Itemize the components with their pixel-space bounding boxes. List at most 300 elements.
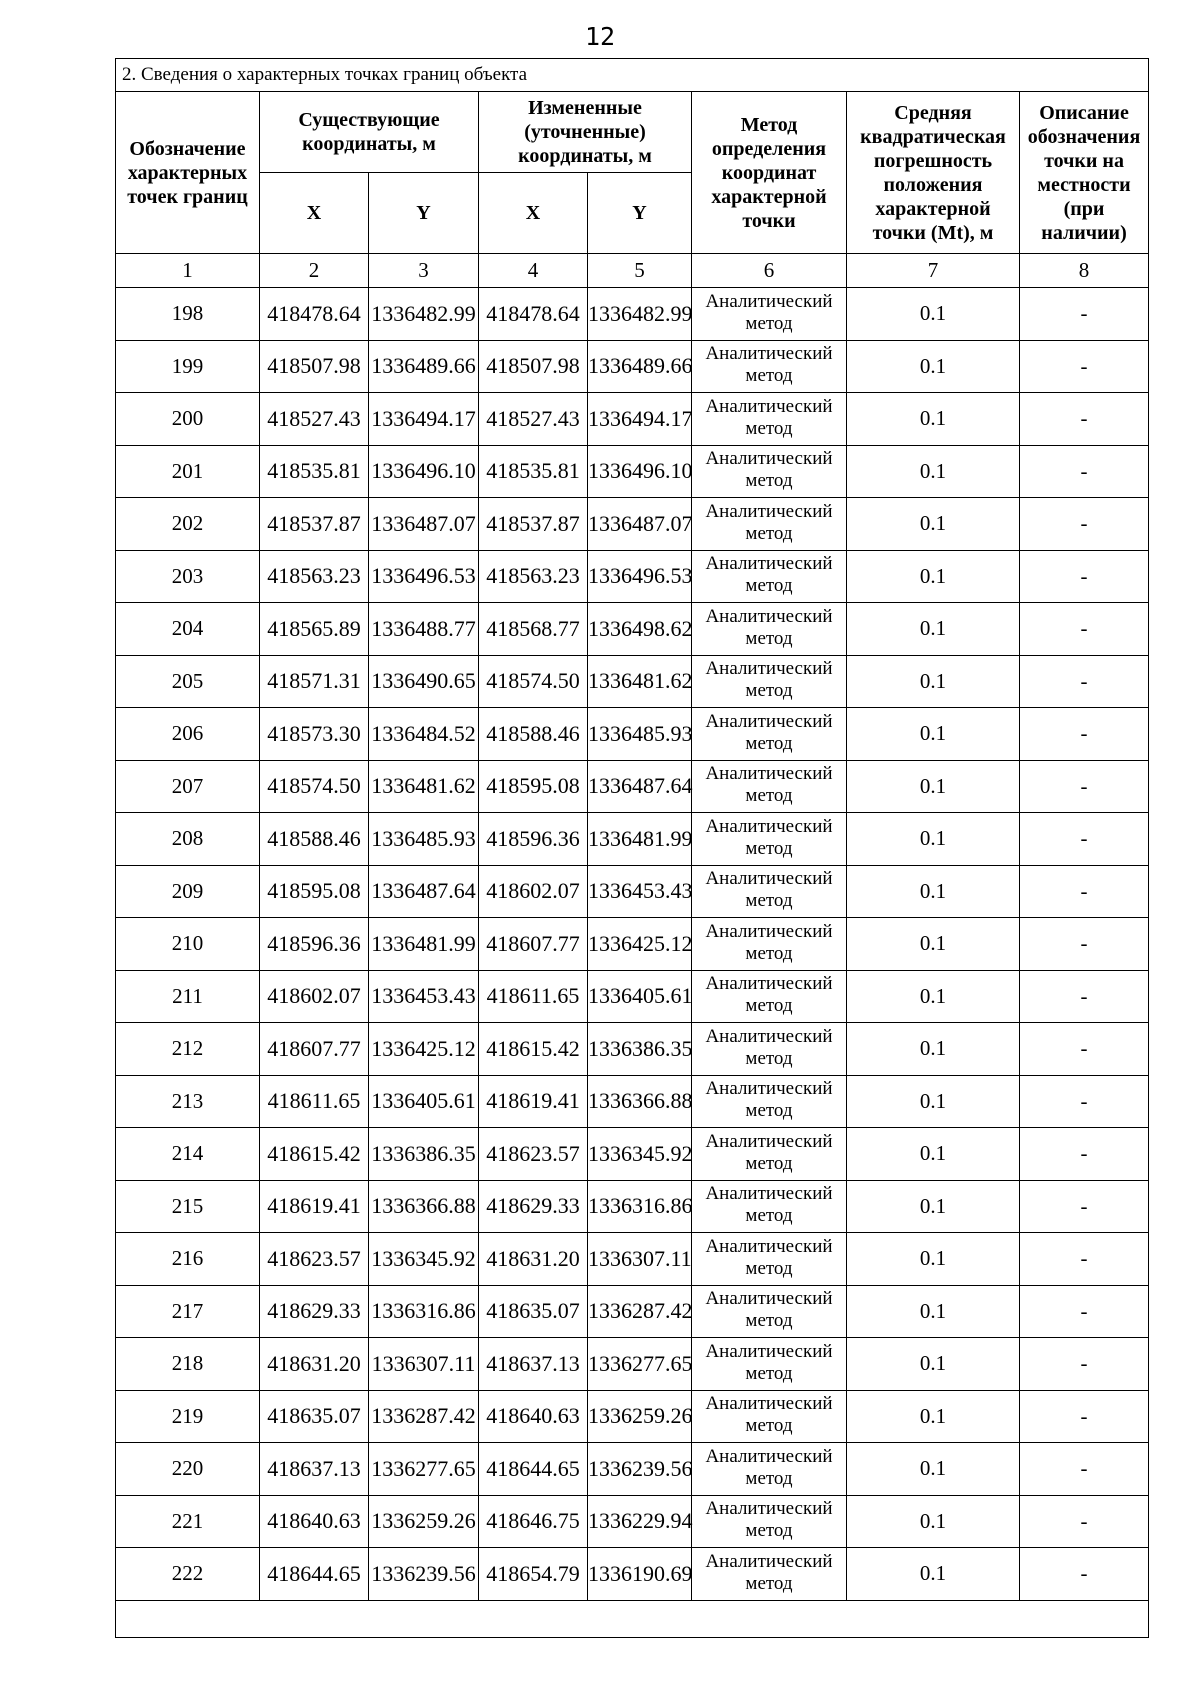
method-cell [692,288,847,341]
changed-y-cell: 1336485.93 [588,708,692,761]
table-row [116,288,1149,341]
error-cell: 0.1 [847,1285,1020,1338]
existing-y-cell: 1336488.77 [369,603,479,656]
existing-y-cell: 1336487.07 [369,498,479,551]
header-method: Метод определения координат характерной точки [692,92,847,254]
method-line-1: Аналитический [705,920,833,942]
error-cell: 0.1 [847,603,1020,656]
method-line-1: Аналитический [705,1235,833,1257]
changed-x-cell: 418619.41 [479,1075,588,1128]
description-cell: - [1020,708,1149,761]
changed-x-cell: 418595.08 [479,760,588,813]
point-id-cell: 202 [116,498,260,551]
existing-y-cell: 1336345.92 [369,1233,479,1286]
method-cell [692,1285,847,1338]
table-row [116,970,1149,1023]
existing-x-cell: 418629.33 [260,1285,369,1338]
point-id-cell: 213 [116,1075,260,1128]
existing-y-cell: 1336316.86 [369,1285,479,1338]
method-line-2: метод [745,732,793,754]
table-row [116,603,1149,656]
method-line-2: метод [745,1257,793,1279]
error-cell: 0.1 [847,1548,1020,1601]
header-existing-y: Y [369,173,479,254]
method-line-2: метод [745,1520,793,1542]
method-line-1: Аналитический [705,1183,833,1205]
existing-y-cell: 1336307.11 [369,1338,479,1391]
table-row [116,1548,1149,1601]
existing-y-cell: 1336485.93 [369,813,479,866]
changed-y-cell: 1336453.43 [588,865,692,918]
error-cell: 0.1 [847,1075,1020,1128]
changed-x-cell: 418596.36 [479,813,588,866]
changed-x-cell: 418563.23 [479,550,588,603]
table-row [116,393,1149,446]
error-cell: 0.1 [847,340,1020,393]
changed-x-cell: 418478.64 [479,288,588,341]
changed-y-cell: 1336229.94 [588,1495,692,1548]
changed-x-cell: 418574.50 [479,655,588,708]
description-cell: - [1020,1443,1149,1496]
point-id-cell: 210 [116,918,260,971]
changed-x-cell: 418537.87 [479,498,588,551]
changed-y-cell: 1336366.88 [588,1075,692,1128]
description-cell: - [1020,1338,1149,1391]
description-cell: - [1020,655,1149,708]
existing-x-cell: 418607.77 [260,1023,369,1076]
existing-x-cell: 418637.13 [260,1443,369,1496]
point-id-cell: 206 [116,708,260,761]
point-id-cell: 221 [116,1495,260,1548]
method-line-1: Аналитический [705,605,833,627]
point-id-cell: 201 [116,445,260,498]
method-line-2: метод [745,1362,793,1384]
method-line-2: метод [745,575,793,597]
description-cell: - [1020,393,1149,446]
method-line-1: Аналитический [705,815,833,837]
method-cell [692,1548,847,1601]
method-cell [692,970,847,1023]
existing-y-cell: 1336453.43 [369,970,479,1023]
method-line-2: метод [745,1100,793,1122]
method-cell [692,1075,847,1128]
table-row [116,1075,1149,1128]
method-line-2: метод [745,417,793,439]
column-number: 3 [369,254,479,288]
changed-x-cell: 418611.65 [479,970,588,1023]
point-id-cell: 214 [116,1128,260,1181]
changed-x-cell: 418588.46 [479,708,588,761]
error-cell: 0.1 [847,1023,1020,1076]
changed-y-cell: 1336482.99 [588,288,692,341]
table-row [116,1285,1149,1338]
empty-footer-row [116,1600,1149,1637]
point-id-cell: 207 [116,760,260,813]
error-cell: 0.1 [847,1128,1020,1181]
existing-x-cell: 418623.57 [260,1233,369,1286]
changed-y-cell: 1336316.86 [588,1180,692,1233]
method-line-1: Аналитический [705,973,833,995]
point-id-cell: 204 [116,603,260,656]
changed-y-cell: 1336494.17 [588,393,692,446]
existing-x-cell: 418565.89 [260,603,369,656]
existing-y-cell: 1336496.10 [369,445,479,498]
existing-y-cell: 1336496.53 [369,550,479,603]
changed-y-cell: 1336496.10 [588,445,692,498]
description-cell: - [1020,1075,1149,1128]
method-cell [692,1443,847,1496]
point-id-cell: 208 [116,813,260,866]
existing-x-cell: 418619.41 [260,1180,369,1233]
header-row [116,92,1149,173]
changed-y-cell: 1336487.07 [588,498,692,551]
method-cell [692,340,847,393]
existing-y-cell: 1336259.26 [369,1495,479,1548]
existing-x-cell: 418588.46 [260,813,369,866]
existing-y-cell: 1336489.66 [369,340,479,393]
method-line-2: метод [745,890,793,912]
description-cell: - [1020,1180,1149,1233]
method-line-2: метод [745,522,793,544]
method-line-1: Аналитический [705,1393,833,1415]
error-cell: 0.1 [847,1390,1020,1443]
table-row [116,1443,1149,1496]
method-cell [692,1338,847,1391]
changed-y-cell: 1336481.62 [588,655,692,708]
existing-x-cell: 418602.07 [260,970,369,1023]
table-row [116,1180,1149,1233]
method-line-1: Аналитический [705,1550,833,1572]
description-cell: - [1020,550,1149,603]
table-row [116,340,1149,393]
description-cell: - [1020,445,1149,498]
characteristic-points-table [115,58,1149,1638]
method-line-2: метод [745,1152,793,1174]
method-cell [692,603,847,656]
changed-x-cell: 418640.63 [479,1390,588,1443]
changed-y-cell: 1336190.69 [588,1548,692,1601]
method-line-2: метод [745,1415,793,1437]
method-cell [692,498,847,551]
header-changed-coords: Измененные (уточненные) координаты, м [479,92,692,173]
existing-x-cell: 418574.50 [260,760,369,813]
method-line-1: Аналитический [705,553,833,575]
error-cell: 0.1 [847,445,1020,498]
method-cell [692,1233,847,1286]
point-id-cell: 203 [116,550,260,603]
existing-x-cell: 418596.36 [260,918,369,971]
method-line-2: метод [745,627,793,649]
page-number: 12 [584,22,616,51]
existing-x-cell: 418595.08 [260,865,369,918]
existing-x-cell: 418635.07 [260,1390,369,1443]
description-cell: - [1020,865,1149,918]
changed-y-cell: 1336481.99 [588,813,692,866]
changed-x-cell: 418629.33 [479,1180,588,1233]
point-id-cell: 211 [116,970,260,1023]
changed-x-cell: 418644.65 [479,1443,588,1496]
changed-y-cell: 1336239.56 [588,1443,692,1496]
method-cell [692,1390,847,1443]
changed-y-cell: 1336345.92 [588,1128,692,1181]
table-row [116,1023,1149,1076]
changed-x-cell: 418646.75 [479,1495,588,1548]
changed-y-cell: 1336307.11 [588,1233,692,1286]
changed-y-cell: 1336496.53 [588,550,692,603]
method-line-2: метод [745,1467,793,1489]
description-cell: - [1020,1495,1149,1548]
method-cell [692,918,847,971]
changed-y-cell: 1336489.66 [588,340,692,393]
changed-x-cell: 418607.77 [479,918,588,971]
method-line-2: метод [745,680,793,702]
method-line-1: Аналитический [705,343,833,365]
changed-x-cell: 418615.42 [479,1023,588,1076]
table-row [116,813,1149,866]
column-number: 7 [847,254,1020,288]
column-number: 5 [588,254,692,288]
changed-x-cell: 418535.81 [479,445,588,498]
changed-y-cell: 1336277.65 [588,1338,692,1391]
point-id-cell: 220 [116,1443,260,1496]
existing-y-cell: 1336366.88 [369,1180,479,1233]
header-existing-x: X [260,173,369,254]
existing-x-cell: 418611.65 [260,1075,369,1128]
method-line-2: метод [745,1572,793,1594]
column-number: 1 [116,254,260,288]
error-cell: 0.1 [847,813,1020,866]
description-cell: - [1020,760,1149,813]
method-line-2: метод [745,312,793,334]
changed-x-cell: 418527.43 [479,393,588,446]
method-cell [692,655,847,708]
table-row [116,918,1149,971]
error-cell: 0.1 [847,918,1020,971]
table-row [116,865,1149,918]
existing-y-cell: 1336287.42 [369,1390,479,1443]
method-cell [692,550,847,603]
existing-y-cell: 1336481.62 [369,760,479,813]
header-existing-coords: Существующие координаты, м [260,92,479,173]
existing-y-cell: 1336277.65 [369,1443,479,1496]
method-line-2: метод [745,1047,793,1069]
table-row [116,1233,1149,1286]
method-line-1: Аналитический [705,763,833,785]
point-id-cell: 218 [116,1338,260,1391]
method-line-2: метод [745,1205,793,1227]
changed-y-cell: 1336425.12 [588,918,692,971]
method-line-1: Аналитический [705,1025,833,1047]
method-line-2: метод [745,942,793,964]
table-row [116,655,1149,708]
existing-x-cell: 418563.23 [260,550,369,603]
existing-x-cell: 418478.64 [260,288,369,341]
existing-y-cell: 1336482.99 [369,288,479,341]
column-number: 2 [260,254,369,288]
header-changed-x: X [479,173,588,254]
error-cell: 0.1 [847,288,1020,341]
changed-x-cell: 418568.77 [479,603,588,656]
method-cell [692,708,847,761]
error-cell: 0.1 [847,550,1020,603]
description-cell: - [1020,1548,1149,1601]
column-number: 4 [479,254,588,288]
column-number: 8 [1020,254,1149,288]
point-id-cell: 198 [116,288,260,341]
existing-x-cell: 418631.20 [260,1338,369,1391]
method-line-1: Аналитический [705,448,833,470]
point-id-cell: 217 [116,1285,260,1338]
method-cell [692,865,847,918]
error-cell: 0.1 [847,708,1020,761]
table-row [116,1390,1149,1443]
method-line-1: Аналитический [705,710,833,732]
changed-x-cell: 418637.13 [479,1338,588,1391]
method-line-1: Аналитический [705,1445,833,1467]
point-id-cell: 199 [116,340,260,393]
point-id-cell: 215 [116,1180,260,1233]
method-line-1: Аналитический [705,1288,833,1310]
changed-y-cell: 1336405.61 [588,970,692,1023]
existing-x-cell: 418527.43 [260,393,369,446]
point-id-cell: 216 [116,1233,260,1286]
changed-y-cell: 1336287.42 [588,1285,692,1338]
method-line-1: Аналитический [705,658,833,680]
changed-x-cell: 418507.98 [479,340,588,393]
error-cell: 0.1 [847,498,1020,551]
point-id-cell: 209 [116,865,260,918]
description-cell: - [1020,1023,1149,1076]
section-title-row [116,59,1149,92]
method-line-1: Аналитический [705,1130,833,1152]
existing-x-cell: 418640.63 [260,1495,369,1548]
header-error: Средняя квадратическая погрешность положения характерной точки (Mt), м [847,92,1020,254]
description-cell: - [1020,918,1149,971]
description-cell: - [1020,1285,1149,1338]
header-changed-y: Y [588,173,692,254]
changed-y-cell: 1336259.26 [588,1390,692,1443]
changed-x-cell: 418654.79 [479,1548,588,1601]
existing-y-cell: 1336386.35 [369,1128,479,1181]
method-cell [692,1180,847,1233]
column-number-row [116,254,1149,288]
method-line-1: Аналитический [705,290,833,312]
existing-y-cell: 1336425.12 [369,1023,479,1076]
method-line-2: метод [745,837,793,859]
method-cell [692,760,847,813]
table-row [116,1128,1149,1181]
table-row [116,1495,1149,1548]
description-cell: - [1020,340,1149,393]
error-cell: 0.1 [847,760,1020,813]
existing-y-cell: 1336484.52 [369,708,479,761]
description-cell: - [1020,603,1149,656]
error-cell: 0.1 [847,393,1020,446]
table-row [116,1338,1149,1391]
point-id-cell: 200 [116,393,260,446]
table-row [116,550,1149,603]
method-line-1: Аналитический [705,1498,833,1520]
description-cell: - [1020,498,1149,551]
changed-y-cell: 1336498.62 [588,603,692,656]
point-id-cell: 219 [116,1390,260,1443]
method-line-2: метод [745,1310,793,1332]
method-line-1: Аналитический [705,395,833,417]
existing-y-cell: 1336481.99 [369,918,479,971]
method-cell [692,1023,847,1076]
existing-y-cell: 1336494.17 [369,393,479,446]
existing-x-cell: 418571.31 [260,655,369,708]
method-line-2: метод [745,995,793,1017]
changed-y-cell: 1336386.35 [588,1023,692,1076]
method-cell [692,445,847,498]
method-line-2: метод [745,785,793,807]
existing-y-cell: 1336405.61 [369,1075,479,1128]
error-cell: 0.1 [847,970,1020,1023]
error-cell: 0.1 [847,1495,1020,1548]
existing-x-cell: 418535.81 [260,445,369,498]
table-row [116,708,1149,761]
existing-y-cell: 1336490.65 [369,655,479,708]
method-line-2: метод [745,365,793,387]
table-row [116,445,1149,498]
error-cell: 0.1 [847,865,1020,918]
description-cell: - [1020,1233,1149,1286]
changed-x-cell: 418623.57 [479,1128,588,1181]
header-description: Описание обозначения точки на местности (при наличии) [1020,92,1149,254]
error-cell: 0.1 [847,1233,1020,1286]
existing-x-cell: 418507.98 [260,340,369,393]
description-cell: - [1020,1128,1149,1181]
description-cell: - [1020,288,1149,341]
existing-y-cell: 1336487.64 [369,865,479,918]
point-id-cell: 222 [116,1548,260,1601]
method-line-1: Аналитический [705,868,833,890]
existing-x-cell: 418644.65 [260,1548,369,1601]
method-line-1: Аналитический [705,500,833,522]
method-cell [692,393,847,446]
changed-x-cell: 418602.07 [479,865,588,918]
existing-x-cell: 418615.42 [260,1128,369,1181]
empty-footer-cell [116,1600,1149,1637]
method-line-1: Аналитический [705,1340,833,1362]
table-row [116,498,1149,551]
existing-x-cell: 418537.87 [260,498,369,551]
method-cell [692,813,847,866]
changed-x-cell: 418635.07 [479,1285,588,1338]
error-cell: 0.1 [847,1338,1020,1391]
changed-x-cell: 418631.20 [479,1233,588,1286]
description-cell: - [1020,1390,1149,1443]
method-line-1: Аналитический [705,1078,833,1100]
column-number: 6 [692,254,847,288]
changed-y-cell: 1336487.64 [588,760,692,813]
table-row [116,760,1149,813]
error-cell: 0.1 [847,655,1020,708]
existing-y-cell: 1336239.56 [369,1548,479,1601]
header-point-designation: Обозначение характерных точек границ [116,92,260,254]
point-id-cell: 205 [116,655,260,708]
description-cell: - [1020,970,1149,1023]
method-cell [692,1128,847,1181]
section-title: 2. Сведения о характерных точках границ объекта [116,59,1149,92]
error-cell: 0.1 [847,1443,1020,1496]
point-id-cell: 212 [116,1023,260,1076]
description-cell: - [1020,813,1149,866]
existing-x-cell: 418573.30 [260,708,369,761]
error-cell: 0.1 [847,1180,1020,1233]
method-cell [692,1495,847,1548]
